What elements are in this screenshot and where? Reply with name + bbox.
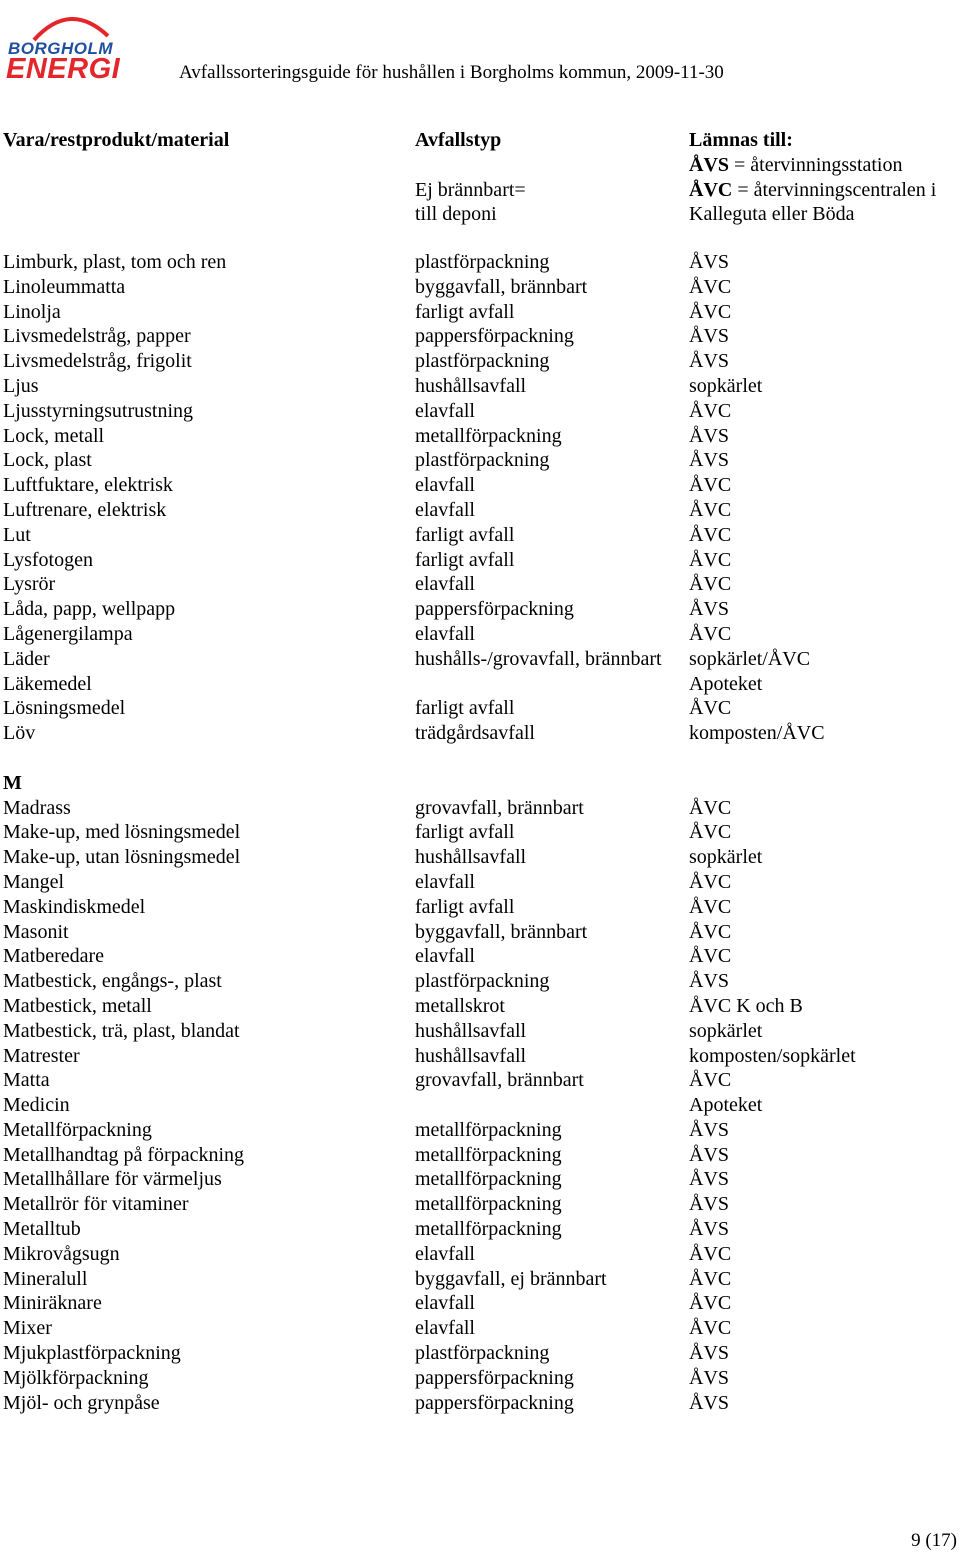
table-row xyxy=(0,498,960,523)
table-row xyxy=(0,1341,960,1366)
row-item: Matbestick, metall xyxy=(3,994,152,1017)
row-destination: ÅVC xyxy=(689,945,732,968)
column-header-item: Vara/restprodukt/material xyxy=(3,129,230,151)
row-destination: ÅVS xyxy=(689,1118,730,1141)
row-waste-type: elavfall xyxy=(415,870,475,893)
row-waste-type: hushållsavfall xyxy=(415,1019,527,1042)
table-row xyxy=(0,721,960,746)
row-item: Mineralull xyxy=(3,1267,88,1290)
row-waste-type: elavfall xyxy=(415,399,475,422)
row-waste-type: farligt avfall xyxy=(415,548,515,571)
row-item: Matrester xyxy=(3,1044,80,1067)
row-destination: ÅVC xyxy=(689,474,732,497)
row-item: Lock, plast xyxy=(3,449,92,472)
table-row xyxy=(0,473,960,498)
row-item: Läder xyxy=(3,647,50,670)
row-destination: ÅVC xyxy=(689,1292,732,1315)
row-item: Medicin xyxy=(3,1094,70,1117)
row-item: Make-up, utan lösningsmedel xyxy=(3,846,241,869)
row-waste-type: metallförpackning xyxy=(415,1193,562,1216)
row-destination: ÅVS xyxy=(689,1366,730,1389)
ej-brannbart-label-2: till deponi xyxy=(415,203,497,225)
row-item: Make-up, med lösningsmedel xyxy=(3,821,241,844)
row-item: Matberedare xyxy=(3,945,105,968)
row-destination: ÅVC xyxy=(689,1242,732,1265)
document-title: Avfallssorteringsguide för hushållen i Borgholms kommun, 2009-11-30 xyxy=(179,62,724,83)
legend-avc xyxy=(689,178,936,203)
row-item: Matbestick, trä, plast, blandat xyxy=(3,1019,240,1042)
legend-avc-text: = återvinningscentralen i xyxy=(732,179,937,201)
legend-avc-text-2: Kalleguta eller Böda xyxy=(689,203,855,225)
table-row xyxy=(0,275,960,300)
row-item: Lock, metall xyxy=(3,424,105,447)
row-waste-type: pappersförpackning xyxy=(415,598,574,621)
row-item: Lut xyxy=(3,523,31,546)
row-destination: ÅVC xyxy=(689,622,732,645)
legend-avs-text: = återvinningsstation xyxy=(729,154,903,176)
row-waste-type: elavfall xyxy=(415,1317,475,1340)
table-row xyxy=(0,548,960,573)
row-item: Mixer xyxy=(3,1317,52,1340)
row-waste-type: farligt avfall xyxy=(415,895,515,918)
row-item: Livsmedelstråg, frigolit xyxy=(3,350,192,373)
row-destination: sopkärlet xyxy=(689,1019,763,1042)
row-waste-type: plastförpackning xyxy=(415,970,550,993)
row-item: Metallrör för vitaminer xyxy=(3,1193,189,1216)
table-row xyxy=(0,1391,960,1416)
row-item: Metallhållare för värmeljus xyxy=(3,1168,222,1191)
table-row xyxy=(0,1068,960,1093)
section-heading-row xyxy=(0,771,960,796)
row-item: Linolja xyxy=(3,300,61,323)
row-destination: ÅVC xyxy=(689,870,732,893)
row-destination: ÅVC xyxy=(689,796,732,819)
row-waste-type: metallförpackning xyxy=(415,1143,562,1166)
row-item: Metalltub xyxy=(3,1218,81,1241)
table-row xyxy=(0,523,960,548)
table-row xyxy=(0,1143,960,1168)
row-destination: ÅVS xyxy=(689,1391,730,1414)
row-destination: ÅVC xyxy=(689,1267,732,1290)
row-waste-type: byggavfall, brännbart xyxy=(415,275,588,298)
row-destination: sopkärlet xyxy=(689,374,763,397)
row-destination: ÅVC xyxy=(689,399,732,422)
logo-text-energi: ENERGI xyxy=(6,53,121,85)
table-row xyxy=(0,870,960,895)
row-destination: ÅVS xyxy=(689,325,730,348)
row-waste-type: grovavfall, brännbart xyxy=(415,1069,584,1092)
section-spacer xyxy=(0,746,960,771)
table-row xyxy=(0,944,960,969)
row-item: Lysrör xyxy=(3,573,56,596)
row-item: Lysfotogen xyxy=(3,548,93,571)
row-item: Linoleummatta xyxy=(3,275,126,298)
row-waste-type: hushållsavfall xyxy=(415,1044,527,1067)
row-waste-type: grovavfall, brännbart xyxy=(415,796,584,819)
table-row xyxy=(0,250,960,275)
row-item: Ljusstyrningsutrustning xyxy=(3,399,194,422)
row-waste-type: metallskrot xyxy=(415,994,505,1017)
row-item: Ljus xyxy=(3,374,39,397)
row-destination: ÅVC xyxy=(689,498,732,521)
row-item: Mikrovågsugn xyxy=(3,1242,120,1265)
ej-brannbart-label: Ej brännbart= xyxy=(415,179,526,201)
row-item: Livsmedelstråg, papper xyxy=(3,325,191,348)
table-row xyxy=(0,1019,960,1044)
table-row xyxy=(0,696,960,721)
row-waste-type: elavfall xyxy=(415,474,475,497)
row-item: Luftrenare, elektrisk xyxy=(3,498,167,521)
table-row xyxy=(0,820,960,845)
row-item: Mjölkförpackning xyxy=(3,1366,149,1389)
row-destination: ÅVS xyxy=(689,598,730,621)
table-row xyxy=(0,622,960,647)
row-destination: ÅVC xyxy=(689,523,732,546)
row-destination: ÅVC xyxy=(689,895,732,918)
row-destination: ÅVS xyxy=(689,350,730,373)
row-waste-type: pappersförpackning xyxy=(415,1366,574,1389)
sorting-table xyxy=(0,250,960,1415)
row-waste-type: pappersförpackning xyxy=(415,1391,574,1414)
row-item: Masonit xyxy=(3,920,69,943)
row-destination: ÅVS xyxy=(689,1193,730,1216)
row-waste-type: elavfall xyxy=(415,622,475,645)
table-row xyxy=(0,597,960,622)
row-item: Lågenergilampa xyxy=(3,622,133,645)
row-item: Limburk, plast, tom och ren xyxy=(3,251,227,273)
row-waste-type: hushållsavfall xyxy=(415,374,527,397)
row-destination: ÅVC K och B xyxy=(689,994,803,1017)
table-row xyxy=(0,349,960,374)
table-row xyxy=(0,895,960,920)
row-item: Matta xyxy=(3,1069,50,1092)
column-header-destination: Lämnas till: xyxy=(689,129,793,151)
table-row xyxy=(0,572,960,597)
row-destination: komposten/sopkärlet xyxy=(689,1044,856,1067)
row-waste-type: byggavfall, ej brännbart xyxy=(415,1267,607,1290)
row-waste-type: hushållsavfall xyxy=(415,846,527,869)
borgholm-energi-logo xyxy=(4,6,130,85)
row-destination: ÅVS xyxy=(689,1168,730,1191)
table-row xyxy=(0,1267,960,1292)
row-destination: ÅVC xyxy=(689,1069,732,1092)
row-destination: ÅVC xyxy=(689,821,732,844)
table-row xyxy=(0,994,960,1019)
table-row xyxy=(0,399,960,424)
table-row xyxy=(0,424,960,449)
row-waste-type: elavfall xyxy=(415,945,475,968)
row-item: Metallförpackning xyxy=(3,1118,152,1141)
table-row xyxy=(0,647,960,672)
row-destination: ÅVS xyxy=(689,970,730,993)
row-waste-type: plastförpackning xyxy=(415,1342,550,1365)
row-waste-type: elavfall xyxy=(415,1292,475,1315)
row-item: Luftfuktare, elektrisk xyxy=(3,474,173,497)
row-item: Läkemedel xyxy=(3,672,92,695)
legend-avs-code: ÅVS xyxy=(689,154,730,176)
table-row xyxy=(0,672,960,697)
row-waste-type: byggavfall, brännbart xyxy=(415,920,588,943)
legend-avc-code: ÅVC xyxy=(689,179,733,201)
row-waste-type: trädgårdsavfall xyxy=(415,722,535,745)
row-item: Madrass xyxy=(3,796,71,819)
row-destination: ÅVS xyxy=(689,424,730,447)
row-destination: ÅVC xyxy=(689,275,732,298)
table-row xyxy=(0,920,960,945)
row-waste-type: elavfall xyxy=(415,1242,475,1265)
table-row xyxy=(0,1167,960,1192)
row-waste-type: plastförpackning xyxy=(415,449,550,472)
row-destination: ÅVS xyxy=(689,1218,730,1241)
page-number: 9 (17) xyxy=(911,1530,957,1551)
table-row xyxy=(0,1316,960,1341)
table-row xyxy=(0,300,960,325)
row-waste-type: metallförpackning xyxy=(415,1118,562,1141)
row-destination: ÅVS xyxy=(689,1342,730,1365)
row-item: Miniräknare xyxy=(3,1292,102,1315)
table-row xyxy=(0,1366,960,1391)
row-waste-type: farligt avfall xyxy=(415,821,515,844)
row-destination: Apoteket xyxy=(689,1094,763,1117)
table-row xyxy=(0,448,960,473)
row-destination: ÅVS xyxy=(689,1143,730,1166)
table-row xyxy=(0,1217,960,1242)
row-item: Löv xyxy=(3,722,36,745)
row-item: Metallhandtag på förpackning xyxy=(3,1143,245,1166)
row-destination: ÅVC xyxy=(689,300,732,323)
table-row xyxy=(0,969,960,994)
row-destination: ÅVC xyxy=(689,1317,732,1340)
row-waste-type: metallförpackning xyxy=(415,1168,562,1191)
row-destination: ÅVC xyxy=(689,697,732,720)
row-item: Lösningsmedel xyxy=(3,697,126,720)
row-waste-type: plastförpackning xyxy=(415,251,550,273)
logo-text-borgholm: BORGHOLM xyxy=(8,39,114,58)
row-item: Matbestick, engångs-, plast xyxy=(3,970,222,993)
table-row xyxy=(0,1242,960,1267)
table-row xyxy=(0,1192,960,1217)
row-item: Mjöl- och grynpåse xyxy=(3,1391,160,1414)
row-destination: komposten/ÅVC xyxy=(689,722,825,745)
row-waste-type: hushålls-/grovavfall, brännbart xyxy=(415,647,662,670)
row-waste-type: elavfall xyxy=(415,573,475,596)
row-waste-type: pappersförpackning xyxy=(415,325,574,348)
row-destination: Apoteket xyxy=(689,672,763,695)
table-row xyxy=(0,324,960,349)
row-item: Mjukplastförpackning xyxy=(3,1342,181,1365)
table-row xyxy=(0,796,960,821)
row-destination: ÅVC xyxy=(689,573,732,596)
row-waste-type: plastförpackning xyxy=(415,350,550,373)
row-destination: sopkärlet xyxy=(689,846,763,869)
legend-avs xyxy=(689,153,903,178)
table-row xyxy=(0,1093,960,1118)
table-row xyxy=(0,1044,960,1069)
row-waste-type: farligt avfall xyxy=(415,523,515,546)
table-row xyxy=(0,374,960,399)
table-row xyxy=(0,1118,960,1143)
row-waste-type: elavfall xyxy=(415,498,475,521)
row-destination: ÅVC xyxy=(689,920,732,943)
column-header-type: Avfallstyp xyxy=(415,129,502,151)
row-item: Maskindiskmedel xyxy=(3,895,146,918)
row-destination: ÅVS xyxy=(689,449,730,472)
section-heading-m: M xyxy=(3,771,22,794)
row-item: Låda, papp, wellpapp xyxy=(3,598,176,621)
row-destination: ÅVC xyxy=(689,548,732,571)
row-item: Mangel xyxy=(3,870,65,893)
row-waste-type: farligt avfall xyxy=(415,697,515,720)
table-row xyxy=(0,845,960,870)
row-waste-type: metallförpackning xyxy=(415,1218,562,1241)
row-waste-type: metallförpackning xyxy=(415,424,562,447)
row-waste-type: farligt avfall xyxy=(415,300,515,323)
row-destination: ÅVS xyxy=(689,251,730,273)
table-row xyxy=(0,1291,960,1316)
row-destination: sopkärlet/ÅVC xyxy=(689,647,811,670)
